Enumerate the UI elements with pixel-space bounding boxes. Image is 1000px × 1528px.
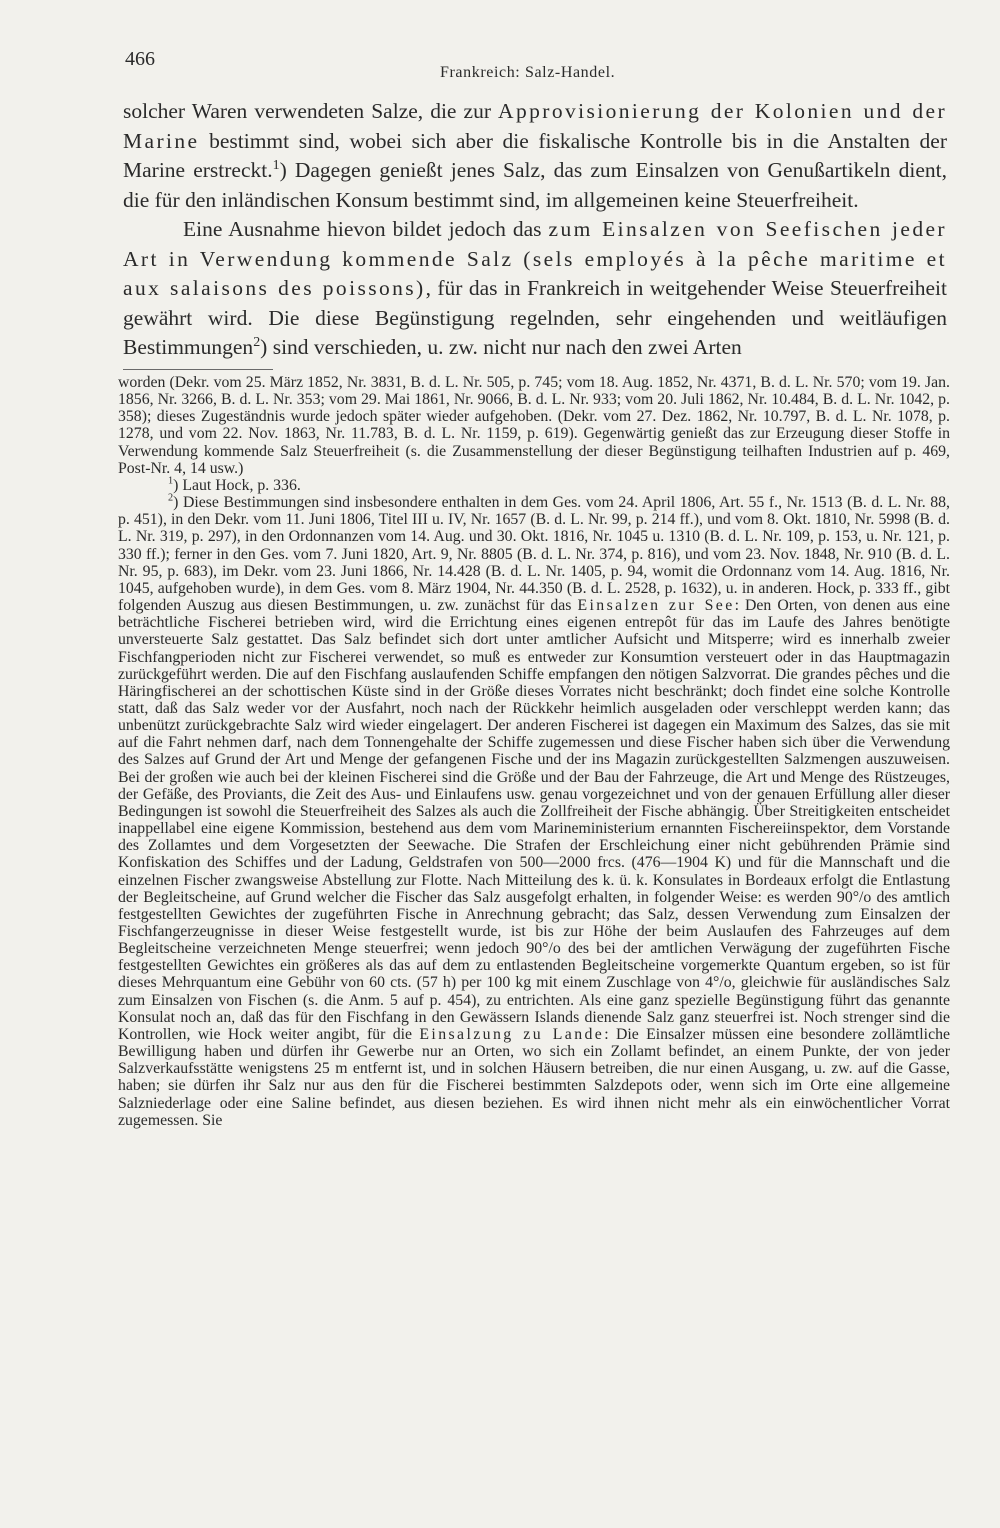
footnote-text: ) Laut Hock, p. 336. (173, 476, 301, 494)
footnote-ref: 1 (272, 157, 280, 173)
text-run: ) sind verschieden, u. zw. nicht nur nach den zwei Arten (260, 335, 742, 359)
footnote-1 (118, 477, 950, 494)
emphasized-text: Einsalzung zu Lande (419, 1025, 605, 1043)
text-run: , für das in Frankreich in weitgehender Weise Steuerfreiheit gewährt wird. Die diese Begünstigung regelnden, sehr eingehenden und weitläufigen Bestimmungen (123, 276, 947, 359)
footnote-mark: 2 (168, 492, 174, 504)
emphasized-text: Einsalzen zur See (577, 597, 735, 615)
footnote-continuation: worden (Dekr. vom 25. März 1852, Nr. 3831, B. d. L. Nr. 505, p. 745; vom 18. Aug. 1852, Nr. 4371, B. d. L. Nr. 570; vom 19. Jan. 1856, Nr. 3266, B. d. L. Nr. 353; vom 29. Mai 1861, Nr. 9066, B. d. L. Nr. 933; vom 20. Juli 1862, Nr. 10.484, B. d. L. Nr. 1042, p. 358); dieses Zugeständnis wurde jedoch später wieder aufgehoben. (Dekr. vom 27. Dez. 1862, Nr. 10.797, B. d. L. Nr. 1078, p. 1278, und vom 22. Nov. 1863, Nr. 11.783, B. d. L. Nr. 1159, p. 619). Gegenwärtig genießt das zur Erzeugung dieser Stoffe in Verwendung kommende Salz Steuerfreiheit (s. die Zusammenstellung der dieser Begünstigung teilhaften Industrien auf p. 469, Post-Nr. 4, 14 usw.) (118, 374, 950, 477)
paragraph (123, 215, 947, 363)
running-title: Frankreich: Salz-Handel. (440, 64, 616, 81)
footnote-text: ) Diese Bestimmungen sind insbesondere enthalten in dem Ges. vom 24. April 1806, Art. 55 f., Nr. 1513 (B. d. L. Nr. 88, p. 451), in den Dekr. vom 11. Juni 1806, Titel III u. IV, Nr. 1657 (B. d. L. Nr. 99, p. 214 ff.), und vom 8. Okt. 1810, Nr. 5998 (B. d. L. Nr. 319, p. 297), in den Ordonnanzen vom 14. Aug. und 30. Okt. 1816, Nr. 1045 u. 1310 (B. d. L. Nr. 109, p. 153, u. Nr. 121, p. 330 ff.); ferner in den Ges. vom 7. Juni 1820, Art. 9, Nr. 8805 (B. d. L. Nr. 374, p. 816), und vom 23. Nov. 1848, Nr. 910 (B. d. L. Nr. 95, p. 683), im Dekr. vom 23. Juni 1866, Nr. 14.428 (B. d. L. Nr. 1405, p. 94, womit die Ordonnanz vom 14. Aug. 1816, Nr. 1045, aufgehoben wurde), in dem Ges. vom 8. März 1904, Nr. 44.350 (B. d. L. 2528, p. 1632), u. in anderen. Hock, p. 333 ff., gibt folgenden Auszug aus diesen Bestimmungen, u. zw. zunächst für das (118, 494, 950, 615)
footnote-ref: 2 (253, 334, 261, 350)
footnote-divider (123, 369, 273, 370)
footnote-mark: 1 (168, 475, 174, 487)
text-run: solcher Waren verwendeten Salze, die zur (123, 99, 499, 123)
emphasized-text: Approvisionierung der Kolonien und der Marine (123, 99, 948, 153)
text-run: Eine Ausnahme hievon bildet jedoch das (183, 217, 549, 241)
footnote-2 (118, 494, 950, 1129)
footnote-text: : Den Orten, von denen aus eine beträchtliche Fischerei betrieben wird, wird die Errichtung eines eigenen entrepôt für das im Laufe des Jahres benötigte unversteuerte Salz gestattet. Das Salz befindet sich dort unter amtlicher Aufsicht und Mitsperre; wird es innerhalb zweier Fischfangperioden nicht zur Fischerei verwendet, so muß es entweder zur Konsumtion versteuert oder in das Hauptmagazin zurückgeführt werden. Die auf den Fischfang auslaufenden Schiffe empfangen den nötigen Salzvorrat. Die grandes pêches und die Häringfischerei an der schottischen Küste sind in der Größe dieses Vorrates nicht beschränkt; doch findet eine solche Kontrolle statt, daß das Salz weder vor der Ausfahrt, noch nach der Rückkehr heimlich ausgeladen oder verschleppt werden kann; das unbenützt zurückgebrachte Salz wird wieder eingelagert. Der anderen Fischerei ist dagegen ein Maximum des Salzes, das sie mit auf die Fahrt nehmen darf, nach dem Tonnengehalte der Schiffe zugemessen und diese Fischer haben sich über die Verwendung des Salzes auf Grund der Art und Menge der gefangenen Fische und der ins Magazin zurückgestellten Salzmengen auszuweisen. Bei der großen wie auch bei der kleinen Fischerei sind die Größe und der Bau der Fahrzeuge, die Art und Menge des Rüstzeuges, der Gefäße, des Proviants, die Zeit des Aus- und Einlaufens usw. genau vorgezeichnet und von der genauen Erfüllung aller dieser Bedingungen ist sowohl die Steuerfreiheit des Salzes als auch die Zollfreiheit der Fische abhängig. Über Streitigkeiten entscheidet inappellabel eine eigene Kommission, bestehend aus dem vom Marineministerium ernannten Fischereiinspektor, dem Vorstande des Zollamtes und dem Vorgesetzten der Seewache. Die Strafen der Erschleichung einer nicht gebührenden Prämie sind Konfiskation des Schiffes und der Ladung, Geldstrafen von 500—2000 frcs. (476—1904 K) und für die Mannschaft und die einzelnen Fischer zwangsweise Abstellung zur Flotte. Nach Mitteilung des k. ü. k. Konsulates in Bordeaux erfolgt die Entlastung der Begleitscheine, auf Grund welcher die Fischer das Salz ausgefolgt erhalten, in folgender Weise: es werden 90°/o des amtlich festgestellten Gewichtes der zugeführten Fische in Anrechnung gebracht; das Salz, dessen Verwendung zum Einsalzen der Fischfangerzeugnisse in dieser Weise festgestellt wurde, ist bis zur Höhe der beim Auslaufen des Fahrzeuges auf dem Begleitscheine verzeichneten Menge steuerfrei; wenn jedoch 90°/o des bei der amtlichen Verwägung der zugeführten Fische festgestellten Gewichtes ein größeres als das auf dem zu entlastenden Begleitscheine vorgemerkte Quantum ergeben, so ist für dieses Mehrquantum eine Gebühr von 60 cts. (57 h) per 100 kg mit einem Zuschlage von 4°/o, gleichwie für ausländisches Salz zum Einsalzen von Fischen (s. die Anm. 5 auf p. 454), zu entrichten. Als eine ganz spezielle Begünstigung führt das genannte Konsulat noch an, daß das für den Fischfang in den Gewässern Islands dienende Salz ganz steuerfrei ist. Noch strenger sind die Kontrollen, wie Hock weiter angibt, für die (118, 597, 950, 1043)
page-header (125, 48, 945, 80)
emphasized-text: zum Einsalzen von Seefischen jeder Art in Verwendung kommende Salz (sels employés à la pêche maritime et aux salaisons des poissons) (123, 217, 947, 300)
footnote-text: : Die Einsalzer müssen eine besondere zollämtliche Bewilligung haben und dürfen ihr Gewerbe nur an Orten, wo sich ein Zollamt befindet, an einem Punkte, der von jeder Salzverkaufsstätte wenigstens 25 m entfernt ist, und in solchen Häusern betreiben, die nur einen Ausgang, u. zw. auf die Gasse, haben; sie dürfen ihr Salz nur aus den für die Fischerei bestimmten Salzdepots oder, wenn sich im Orte eine allgemeine Salzniederlage oder eine Saline befindet, aus diesen beziehen. Es wird ihnen nicht mehr als ein einwöchentlicher Vorrat zugemessen. Sie (118, 1025, 950, 1129)
main-text (123, 97, 947, 363)
text-run: bestimmt sind, wobei sich aber die fiskalische Kontrolle bis in die Anstalten der Marine erstreckt. (123, 128, 947, 182)
page-number: 466 (125, 48, 155, 70)
footnotes (118, 374, 950, 1129)
paragraph-continuation (123, 97, 947, 215)
text-run: ) Dagegen genießt jenes Salz, das zum Einsalzen von Genußartikeln dient, die für den inländischen Konsum bestimmt sind, im allgemeinen keine Steuerfreiheit. (123, 158, 947, 212)
